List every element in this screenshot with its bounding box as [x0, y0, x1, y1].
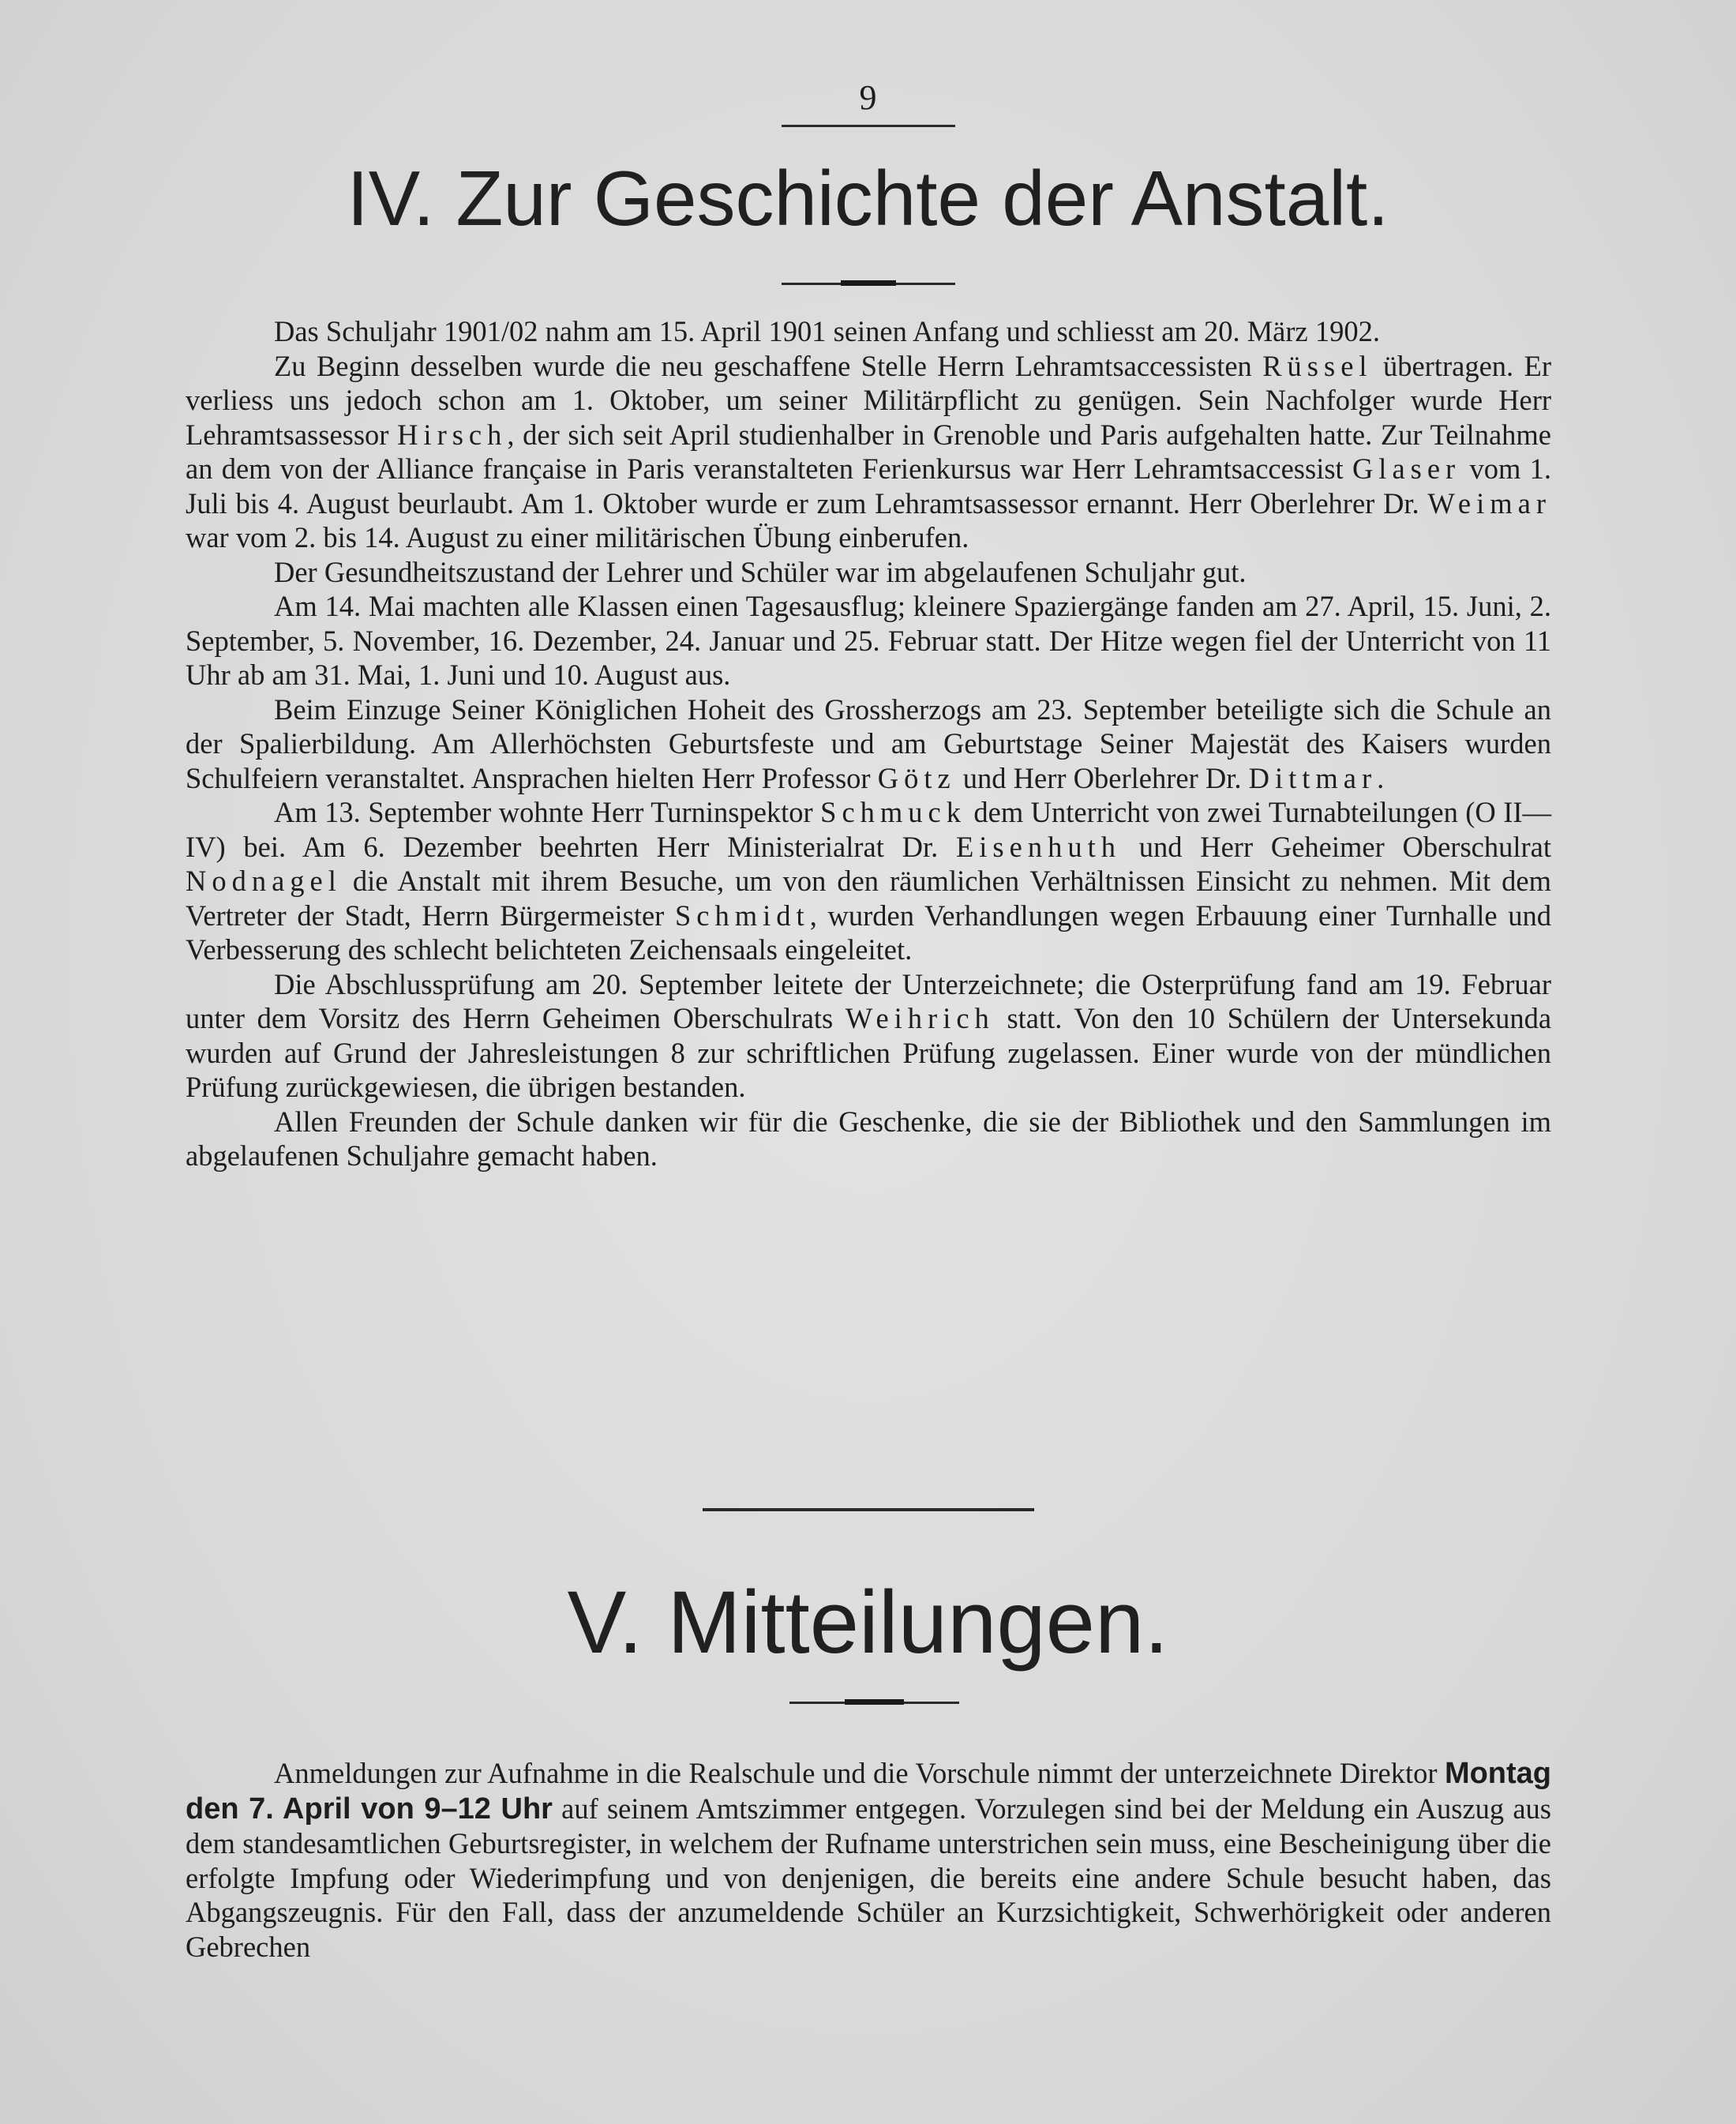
- paragraph: Am 14. Mai machten alle Klassen einen Tagesausflug; kleinere Spaziergänge fanden am 27. April, 15. Juni, 2. September, 5. November, 16. Dezember, 24. Januar und 25. Februar statt. Der Hitze wegen fiel der Unterricht von 11 Uhr ab am 31. Mai, 1. Juni und 10. August aus.: [186, 590, 1551, 691]
- person-name: Glaser: [1352, 452, 1461, 485]
- registration-date: Montag den 7. April von 9–12 Uhr: [186, 1757, 1552, 1826]
- section-v-body: [186, 1756, 1551, 1964]
- paragraph: Der Gesundheitszustand der Lehrer und Schüler war im abgelaufenen Schuljahr gut.: [274, 555, 1247, 588]
- person-name: Götz: [877, 761, 956, 794]
- person-name: Eisenhuth: [956, 830, 1121, 863]
- person-name: Nodnagel: [186, 865, 342, 897]
- section-iv-rule: [782, 283, 955, 285]
- person-name: Rüssel: [1262, 349, 1373, 382]
- paragraph: Zu Beginn desselben wurde die neu geschaffene Stelle Herrn Lehramtsaccessisten Rüssel übertragen. Er verliess uns jedoch schon am 1. Oktober, um seiner Militärpflicht zu genügen. Sein Nachfolger wurde Herr Lehramtsassessor Hirsch, der sich seit April studienhalber in Grenoble und Paris aufgehalten hatte. Zur Teilnahme an dem von der Alliance française in Paris veranstalteten Ferienkursus war Herr Lehramtsaccessist Glaser vom 1. Juli bis 4. August beurlaubt. Am 1. Oktober wurde er zum Lehramtsassessor ernannt. Herr Oberlehrer Dr. Weimar war vom 2. bis 14. August zu einer militärischen Übung einberufen.: [186, 349, 1552, 554]
- paragraph: Am 13. September wohnte Herr Turninspektor Schmuck dem Unterricht von zwei Turnabteilungen (O II—IV) bei. Am 6. Dezember beehrten Herr Ministerialrat Dr. Eisenhuth und Herr Geheimer Oberschulrat Nodnagel die Anstalt mit ihrem Besuche, um von den räumlichen Verhältnissen Einsicht zu nehmen. Mit dem Vertreter der Stadt, Herrn Bürgermeister Schmidt, wurden Verhandlungen wegen Erbauung einer Turnhalle und Verbesserung des schlecht belichteten Zeichensaals eingeleitet.: [186, 796, 1552, 966]
- section-iv-heading: IV. Zur Geschichte der Anstalt.: [347, 155, 1389, 242]
- section-divider-rule: [703, 1508, 1034, 1511]
- paragraph: Das Schuljahr 1901/02 nahm am 15. April 1901 seinen Anfang und schliesst am 20. März 1902.: [274, 315, 1380, 347]
- page-number-rule: [782, 125, 955, 127]
- person-name: Weimar: [1427, 486, 1552, 520]
- paragraph: Beim Einzuge Seiner Königlichen Hoheit des Grossherzogs am 23. September beteiligte sich die Schule an der Spalierbildung. Am Allerhöchsten Geburtsfeste und am Geburtstage Seiner Majestät des Kaisers wurden Schulfeiern veranstaltet. Ansprachen hielten Herr Professor Götz und Herr Oberlehrer Dr. Dittmar.: [186, 692, 1551, 794]
- section-v-rule: [789, 1702, 959, 1704]
- person-name: Dittmar: [1248, 761, 1378, 794]
- paragraph: Anmeldungen zur Aufnahme in die Realschule und die Vorschule nimmt der unterzeichnete Direktor Montag den 7. April von 9–12 Uhr auf seinem Amtszimmer entgegen. Vorzulegen sind bei der Meldung ein Auszug aus dem standesamtlichen Geburtsregister, in welchem der Rufname unterstrichen sein muss, eine Bescheinigung über die erfolgte Impfung oder Wiederimpfung und von denjenigen, die bereits eine andere Schule besucht haben, das Abgangszeugnis. Für den Fall, dass der anzumeldende Schüler an Kurzsichtigkeit, Schwerhörigkeit oder anderen Gebrechen: [186, 1757, 1552, 1963]
- paragraph: Die Abschlussprüfung am 20. September leitete der Unterzeichnete; die Osterprüfung fand am 19. Februar unter dem Vorsitz des Herrn Geheimen Oberschulrats Weihrich statt. Von den 10 Schülern der Untersekunda wurden auf Grund der Jahresleistungen 8 zur schriftlichen Prüfung zugelassen. Einer wurde von der mündlichen Prüfung zurückgewiesen, die übrigen bestanden.: [186, 967, 1552, 1103]
- paragraph: Allen Freunden der Schule danken wir für die Geschenke, die sie der Bibliothek und den Sammlungen im abgelaufenen Schuljahre gemacht haben.: [186, 1105, 1551, 1172]
- person-name: Schmidt: [675, 899, 810, 932]
- section-iv-body: [186, 314, 1551, 1173]
- person-name: Hirsch: [397, 418, 508, 451]
- person-name: Weihrich: [845, 1002, 995, 1034]
- section-v-heading: V. Mitteilungen.: [567, 1573, 1169, 1672]
- page-number: 9: [859, 78, 877, 117]
- person-name: Schmuck: [820, 796, 966, 828]
